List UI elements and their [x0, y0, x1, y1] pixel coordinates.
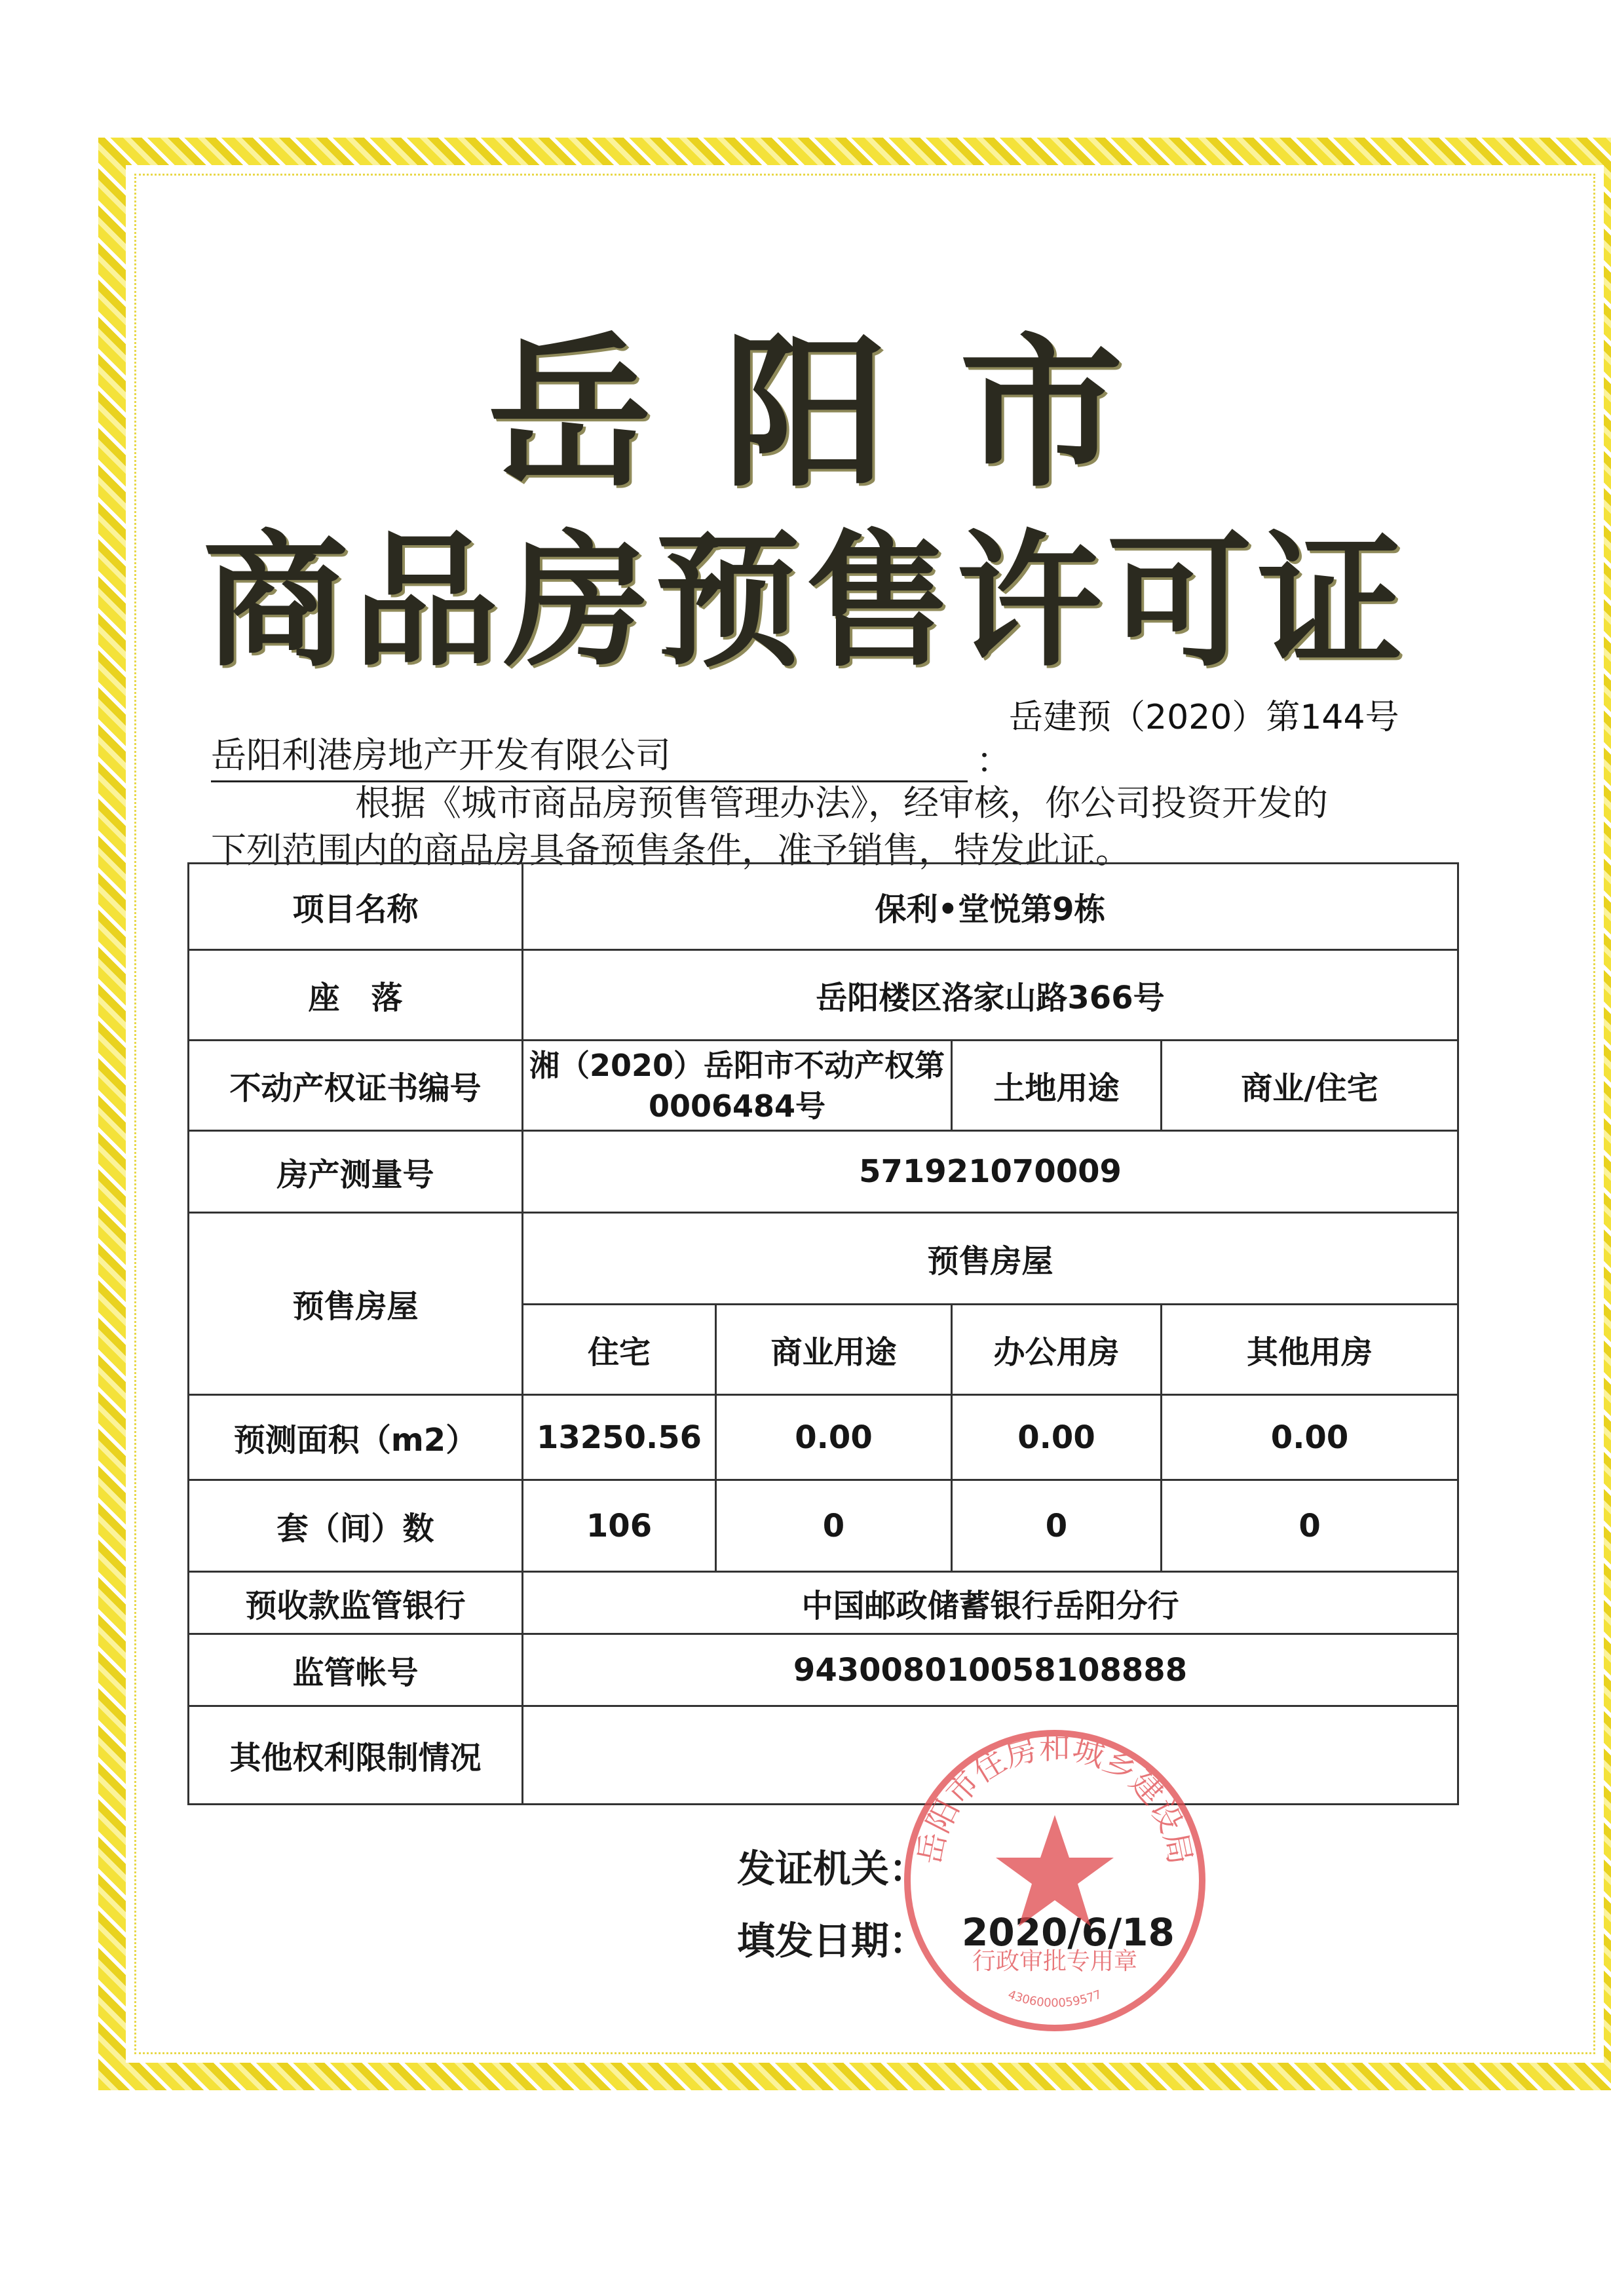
certificate-title-city: 岳阳市 [487, 318, 1196, 509]
account-label: 监管帐号 [189, 1634, 523, 1706]
intro-line-1: 根据《城市商品房预售管理办法》，经审核，你公司投资开发的 [355, 782, 1328, 824]
table-row [189, 950, 1458, 1041]
seal-star-icon [996, 1815, 1114, 1926]
table-row [189, 864, 1458, 950]
table-row [189, 1213, 1458, 1305]
issue-date-label: 填发日期： [737, 1919, 928, 1963]
intro-line-2: 下列范围内的商品房具备预售条件，准予销售，特发此证。 [211, 830, 1131, 871]
units-value: 0 [952, 1480, 1162, 1572]
other-rights-label: 其他权利限制情况 [189, 1706, 523, 1805]
issue-date-value: 2020/6/18 [962, 1910, 1175, 1955]
units-value: 0 [1162, 1480, 1458, 1572]
bank-label: 预收款监管银行 [189, 1572, 523, 1634]
area-value: 0.00 [1162, 1395, 1458, 1480]
official-seal [891, 1717, 1219, 2044]
units-label: 套（间）数 [189, 1480, 523, 1572]
units-value: 0 [716, 1480, 952, 1572]
table-row [189, 1572, 1458, 1634]
column-header: 办公用房 [952, 1305, 1162, 1395]
seal-code: 4306000059577 [1006, 1987, 1104, 2010]
table-row [189, 1041, 1458, 1131]
survey-no-label: 房产测量号 [189, 1131, 523, 1213]
table-row [189, 1395, 1458, 1480]
certificate-title-main: 商品房预售许可证 [202, 518, 1409, 687]
issuer-label: 发证机关： [737, 1846, 928, 1891]
property-cert-value: 湘（2020）岳阳市不动产权第0006484号 [523, 1041, 952, 1131]
table-row [189, 1634, 1458, 1706]
presale-housing-label: 预售房屋 [189, 1213, 523, 1395]
intro-paragraph [211, 780, 1456, 874]
certificate-number: 岳建预（2020）第144号 [1009, 698, 1399, 737]
land-use-value: 商业/住宅 [1162, 1041, 1458, 1131]
seal-subtext: 行政审批专用章 [972, 1948, 1138, 1975]
company-name: 岳阳利港房地产开发有限公司 [211, 727, 968, 782]
presale-info-table [187, 862, 1459, 1805]
seal-text: 岳阳市住房和城乡建设局 [911, 1729, 1199, 1867]
account-value: 943008010058108888 [523, 1634, 1458, 1706]
area-value: 0.00 [952, 1395, 1162, 1480]
land-use-label: 土地用途 [952, 1041, 1162, 1131]
area-value: 0.00 [716, 1395, 952, 1480]
column-header: 其他用房 [1162, 1305, 1458, 1395]
project-name-value: 保利•堂悦第9栋 [523, 864, 1458, 950]
company-colon: ： [976, 740, 1012, 781]
survey-no-value: 571921070009 [523, 1131, 1458, 1213]
units-value: 106 [523, 1480, 716, 1572]
property-cert-label: 不动产权证书编号 [189, 1041, 523, 1131]
location-label: 座 落 [189, 950, 523, 1041]
table-row [189, 1480, 1458, 1572]
area-label: 预测面积（m2） [189, 1395, 523, 1480]
table-row [189, 1706, 1458, 1805]
area-value: 13250.56 [523, 1395, 716, 1480]
location-value: 岳阳楼区洛家山路366号 [523, 950, 1458, 1041]
table-row [189, 1131, 1458, 1213]
bank-value: 中国邮政储蓄银行岳阳分行 [523, 1572, 1458, 1634]
presale-housing-header: 预售房屋 [523, 1213, 1458, 1305]
column-header: 商业用途 [716, 1305, 952, 1395]
column-header: 住宅 [523, 1305, 716, 1395]
project-name-label: 项目名称 [189, 864, 523, 950]
